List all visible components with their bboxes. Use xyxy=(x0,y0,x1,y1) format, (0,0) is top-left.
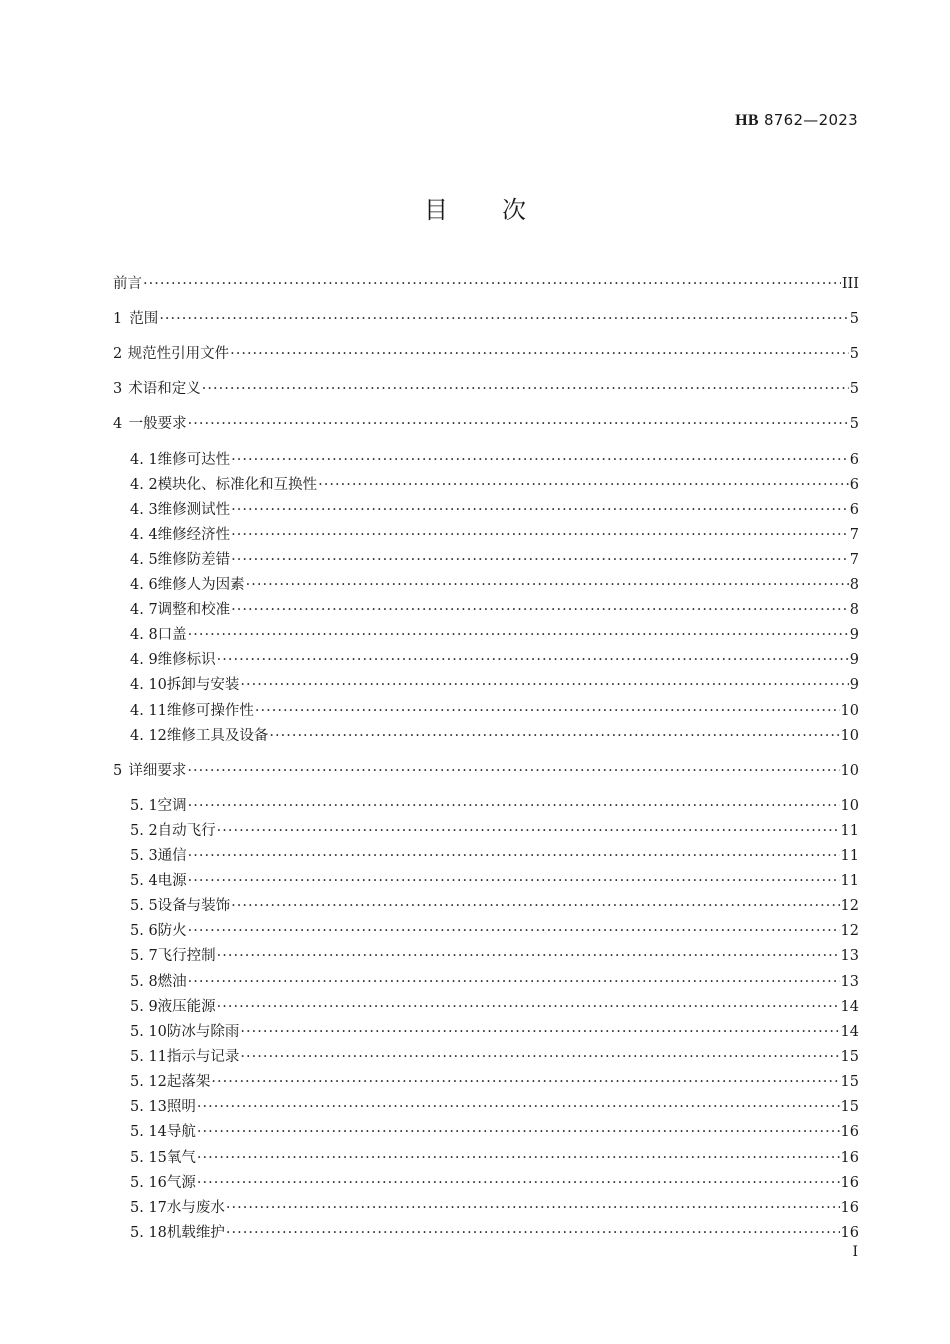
toc-entry-page: 16 xyxy=(840,1124,859,1140)
toc-leader-dots xyxy=(197,1124,840,1140)
toc-entry-page: 11 xyxy=(840,823,859,839)
toc-entry[interactable] xyxy=(113,970,859,992)
toc-entry-number: 5. 3 xyxy=(130,848,158,864)
toc-leader-dots xyxy=(197,1150,840,1166)
toc-entry[interactable] xyxy=(113,1221,859,1243)
toc-leader-dots xyxy=(240,1049,839,1065)
toc-entry-page: 10 xyxy=(840,728,859,744)
toc-entry-number: 4. 11 xyxy=(130,703,167,719)
standard-prefix: HB xyxy=(735,112,759,129)
toc-entry-label: 氧气 xyxy=(166,1150,196,1166)
toc-leader-dots xyxy=(318,477,849,493)
toc-entry-page: 8 xyxy=(849,577,859,593)
toc-leader-dots xyxy=(188,923,840,939)
toc-entry-label: 维修经济性 xyxy=(157,527,231,543)
toc-leader-dots xyxy=(188,627,849,643)
toc-leader-dots xyxy=(240,1024,839,1040)
toc-entry[interactable] xyxy=(113,844,859,866)
toc-entry[interactable] xyxy=(113,794,859,816)
toc-entry-page: 13 xyxy=(840,974,859,990)
toc-entry-label: 维修标识 xyxy=(157,652,216,668)
toc-leader-dots xyxy=(211,1074,839,1090)
page-title: 目次 xyxy=(424,196,580,224)
toc-entry-page: 15 xyxy=(840,1049,859,1065)
toc-entry-number: 5. 2 xyxy=(130,823,158,839)
toc-entry-label: 照明 xyxy=(166,1099,196,1115)
toc-entry-page: 12 xyxy=(840,898,859,914)
toc-entry-label: 飞行控制 xyxy=(157,948,216,964)
toc-leader-dots xyxy=(188,873,840,889)
toc-entry-page: 8 xyxy=(849,602,859,618)
standard-number xyxy=(735,111,858,130)
toc-entry-number: 5. 13 xyxy=(130,1099,167,1115)
toc-entry-page: 14 xyxy=(840,1024,859,1040)
toc-entry[interactable] xyxy=(113,523,859,545)
toc-entry-number: 1 xyxy=(113,311,123,327)
toc-entry-number: 5. 10 xyxy=(130,1024,167,1040)
toc-entry-page: 9 xyxy=(849,677,859,693)
toc-entry[interactable] xyxy=(113,919,859,941)
toc-entry-page: 10 xyxy=(840,763,859,779)
toc-entry[interactable] xyxy=(113,759,859,781)
toc-leader-dots xyxy=(230,346,849,362)
toc-entry-label: 拆卸与安装 xyxy=(166,677,240,693)
toc-entry-label: 维修工具及设备 xyxy=(166,728,269,744)
toc-entry[interactable] xyxy=(113,1045,859,1067)
toc-leader-dots xyxy=(231,502,849,518)
toc-entry-page: 7 xyxy=(849,552,859,568)
toc-entry-label: 通信 xyxy=(157,848,187,864)
toc-leader-dots xyxy=(231,452,849,468)
toc-entry-number: 4. 9 xyxy=(130,652,158,668)
toc-entry-page: 5 xyxy=(849,346,859,362)
toc-entry[interactable] xyxy=(113,894,859,916)
toc-entry[interactable] xyxy=(113,598,859,620)
toc-entry[interactable] xyxy=(113,548,859,570)
toc-leader-dots xyxy=(188,416,849,432)
toc-leader-dots xyxy=(197,1175,840,1191)
toc-entry-label: 电源 xyxy=(157,873,187,889)
toc-leader-dots xyxy=(217,999,840,1015)
toc-entry-number: 5. 9 xyxy=(130,999,158,1015)
toc-entry-number: 5. 15 xyxy=(130,1150,167,1166)
toc-leader-dots xyxy=(246,577,849,593)
toc-entry-page: 7 xyxy=(849,527,859,543)
toc-leader-dots xyxy=(231,602,849,618)
toc-leader-dots xyxy=(197,1099,840,1115)
toc-leader-dots xyxy=(231,552,849,568)
toc-entry-number: 4. 1 xyxy=(130,452,158,468)
toc-entry-label: 水与废水 xyxy=(166,1200,225,1216)
toc-entry-number: 4. 2 xyxy=(130,477,158,493)
toc-entry-number: 5. 14 xyxy=(130,1124,167,1140)
toc-leader-dots xyxy=(202,381,849,397)
toc-leader-dots xyxy=(143,276,841,292)
toc-entry[interactable] xyxy=(113,869,859,891)
toc-leader-dots xyxy=(217,823,840,839)
toc-entry-label: 空调 xyxy=(157,798,187,814)
toc-leader-dots xyxy=(187,763,839,779)
toc-entry-label: 规范性引用文件 xyxy=(127,346,230,362)
toc-entry[interactable] xyxy=(113,1146,859,1168)
toc-entry[interactable] xyxy=(113,1171,859,1193)
toc-entry-number: 5. 1 xyxy=(130,798,158,814)
toc-entry-label: 气源 xyxy=(166,1175,196,1191)
toc-entry-label: 维修防差错 xyxy=(157,552,231,568)
toc-entry[interactable] xyxy=(113,1095,859,1117)
toc-entry[interactable] xyxy=(113,944,859,966)
toc-entry[interactable] xyxy=(113,995,859,1017)
toc-leader-dots xyxy=(159,311,848,327)
toc-leader-dots xyxy=(231,898,839,914)
toc-entry[interactable] xyxy=(113,448,859,470)
toc-entry-page: III xyxy=(841,276,859,292)
toc-entry-label: 前言 xyxy=(113,276,142,292)
toc-entry[interactable] xyxy=(113,272,859,294)
toc-entry-page: 15 xyxy=(840,1074,859,1090)
toc-entry-number: 4. 7 xyxy=(130,602,158,618)
toc-entry-page: 11 xyxy=(840,848,859,864)
toc-entry-page: 6 xyxy=(849,502,859,518)
toc-entry-label: 维修人为因素 xyxy=(157,577,245,593)
toc-entry-page: 9 xyxy=(849,652,859,668)
toc-entry-number: 4 xyxy=(113,416,123,432)
toc-entry-number: 5. 17 xyxy=(130,1200,167,1216)
toc-leader-dots xyxy=(231,527,849,543)
toc-leader-dots xyxy=(188,798,840,814)
toc-entry-page: 14 xyxy=(840,999,859,1015)
toc-leader-dots xyxy=(255,703,840,719)
toc-entry-number: 3 xyxy=(113,381,123,397)
toc-entry-label: 防火 xyxy=(157,923,187,939)
toc-leader-dots xyxy=(188,848,840,864)
toc-leader-dots xyxy=(226,1225,840,1241)
page-number: I xyxy=(852,1244,858,1260)
toc-entry-number: 4. 6 xyxy=(130,577,158,593)
toc-entry-page: 13 xyxy=(840,948,859,964)
toc-entry-label: 防冰与除雨 xyxy=(166,1024,240,1040)
toc-entry-page: 6 xyxy=(849,452,859,468)
toc-entry[interactable] xyxy=(113,1070,859,1092)
toc-entry[interactable] xyxy=(113,673,859,695)
toc-entry[interactable] xyxy=(113,412,859,434)
toc-entry[interactable] xyxy=(113,623,859,645)
toc-entry-page: 16 xyxy=(840,1225,859,1241)
toc-entry-page: 10 xyxy=(840,703,859,719)
toc-entry-number: 5. 11 xyxy=(130,1049,167,1065)
toc-entry-number: 5. 12 xyxy=(130,1074,167,1090)
toc-leader-dots xyxy=(217,948,840,964)
toc-entry-page: 9 xyxy=(849,627,859,643)
toc-entry-label: 术语和定义 xyxy=(128,381,201,397)
toc-entry-number: 5 xyxy=(113,763,123,779)
toc-entry-page: 15 xyxy=(840,1099,859,1115)
toc-entry-number: 4. 10 xyxy=(130,677,167,693)
toc-entry-label: 设备与装饰 xyxy=(157,898,231,914)
toc-entry-label: 自动飞行 xyxy=(157,823,216,839)
toc-entry-number: 5. 7 xyxy=(130,948,158,964)
toc-entry-number: 2 xyxy=(113,346,123,362)
toc-entry-number: 5. 6 xyxy=(130,923,158,939)
toc-entry[interactable] xyxy=(113,307,859,329)
toc-entry-label: 详细要求 xyxy=(128,763,187,779)
toc-entry-number: 4. 12 xyxy=(130,728,167,744)
toc-entry[interactable] xyxy=(113,819,859,841)
toc-entry-page: 12 xyxy=(840,923,859,939)
toc-entry-label: 范围 xyxy=(129,311,159,327)
toc-entry-number: 5. 16 xyxy=(130,1175,167,1191)
toc-entry[interactable] xyxy=(113,1196,859,1218)
toc-entry-page: 16 xyxy=(840,1200,859,1216)
toc-entry-label: 维修可操作性 xyxy=(166,703,254,719)
toc-entry-number: 5. 4 xyxy=(130,873,158,889)
toc-entry-page: 6 xyxy=(849,477,859,493)
toc-entry[interactable] xyxy=(113,1020,859,1042)
toc-entry[interactable] xyxy=(113,573,859,595)
standard-code: 8762—2023 xyxy=(763,111,858,129)
toc-entry-label: 模块化、标准化和互换性 xyxy=(157,477,318,493)
toc-leader-dots xyxy=(240,677,848,693)
toc-entry-label: 调整和校准 xyxy=(157,602,231,618)
toc-entry[interactable] xyxy=(113,648,859,670)
toc-leader-dots xyxy=(217,652,849,668)
toc-entry-label: 指示与记录 xyxy=(166,1049,240,1065)
toc-entry-label: 导航 xyxy=(166,1124,196,1140)
toc-entry-label: 燃油 xyxy=(157,974,187,990)
toc-leader-dots xyxy=(226,1200,840,1216)
toc-entry-page: 5 xyxy=(849,311,859,327)
toc-entry-label: 维修测试性 xyxy=(157,502,231,518)
toc-entry-page: 16 xyxy=(840,1150,859,1166)
toc-entry-label: 起落架 xyxy=(166,1074,211,1090)
toc-entry[interactable] xyxy=(113,473,859,495)
toc-entry-label: 机载维护 xyxy=(166,1225,225,1241)
toc-entry-page: 5 xyxy=(849,416,859,432)
toc-entry-number: 4. 3 xyxy=(130,502,158,518)
toc-entry-page: 11 xyxy=(840,873,859,889)
toc-entry-page: 16 xyxy=(840,1175,859,1191)
toc-entry-number: 4. 8 xyxy=(130,627,158,643)
toc-entry-page: 5 xyxy=(849,381,859,397)
toc-leader-dots xyxy=(269,728,839,744)
toc-entry-label: 口盖 xyxy=(157,627,187,643)
toc-entry[interactable] xyxy=(113,377,859,399)
toc-entry[interactable] xyxy=(113,1120,859,1142)
toc-entry[interactable] xyxy=(113,342,859,364)
toc-entry-number: 5. 18 xyxy=(130,1225,167,1241)
toc-entry-page: 10 xyxy=(840,798,859,814)
toc-entry-label: 一般要求 xyxy=(128,416,187,432)
toc-entry[interactable] xyxy=(113,498,859,520)
toc-entry[interactable] xyxy=(113,724,859,746)
toc-entry-number: 4. 5 xyxy=(130,552,158,568)
toc-entry[interactable] xyxy=(113,699,859,721)
toc-leader-dots xyxy=(188,974,840,990)
toc-entry-label: 液压能源 xyxy=(157,999,216,1015)
toc-entry-number: 5. 8 xyxy=(130,974,158,990)
toc-entry-number: 4. 4 xyxy=(130,527,158,543)
toc-entry-label: 维修可达性 xyxy=(157,452,231,468)
toc-entry-number: 5. 5 xyxy=(130,898,158,914)
